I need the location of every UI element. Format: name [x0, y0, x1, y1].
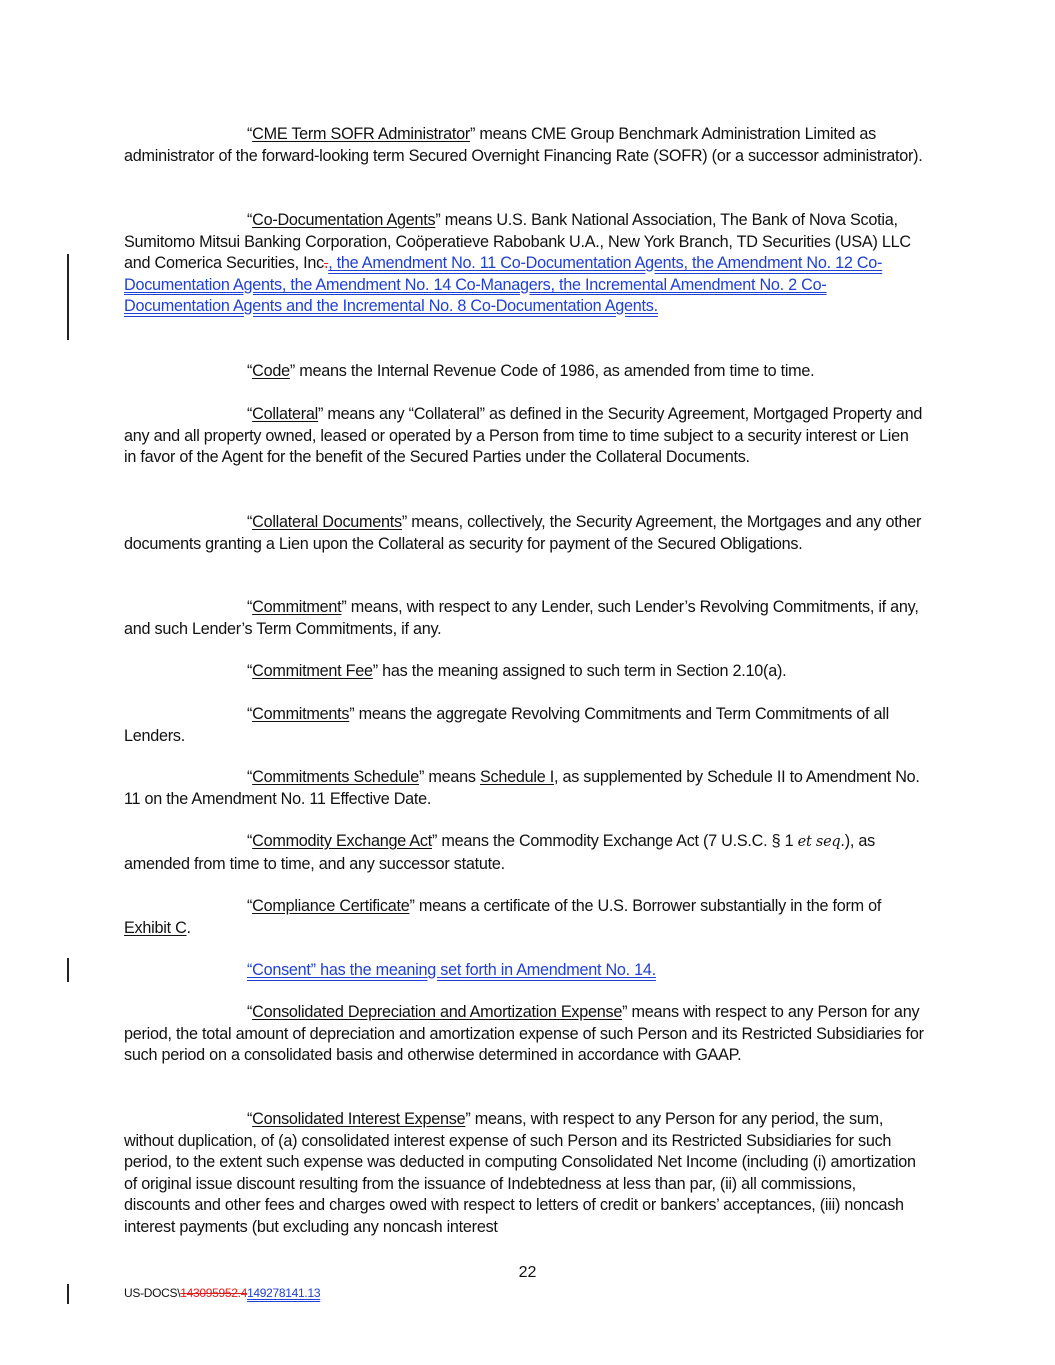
definition-cme-term-sofr-administrator: “CME Term SOFR Administrator” means CME Group Benchmark Administration Limited as administrator of the forward-looking term Secured Overnight Financing Rate (SOFR) (or a successor administrator). [124, 125, 923, 165]
defined-term: Compliance Certificate [252, 897, 410, 915]
definition-text: means the aggregate Revolving Commitments and Term Commitments of all Lenders. [124, 705, 889, 745]
definition-code: “Code” means the Internal Revenue Code of 1986, as amended from time to time. [247, 362, 815, 380]
footer-prefix: US-DOCS\ [124, 1286, 181, 1300]
deleted-doc-number: 143095952.4 [180, 1286, 248, 1300]
definition-collateral-documents: “Collateral Documents” means, collectively, the Security Agreement, the Mortgages and any other documents granting a Lien upon the Collateral as security for payment of the Secured Obligations. [124, 513, 922, 553]
inserted-text: “Consent” has the meaning set forth in Amendment No. 14. [247, 961, 656, 979]
definition-commodity-exchange-act: “Commodity Exchange Act” means the Commodity Exchange Act (7 U.S.C. § 1 et seq.), as amended from time to time, and any successor statute. [124, 832, 876, 873]
defined-term: Commitment Fee [252, 662, 373, 680]
inserted-doc-number: 149278141.13 [247, 1286, 321, 1300]
change-bar [67, 254, 69, 340]
defined-term: CME Term SOFR Administrator [252, 125, 470, 143]
definition-text: means, collectively, the Security Agreement, the Mortgages and any other documents granting a Lien upon the Collateral as security for payment of the Secured Obligations. [124, 513, 922, 553]
page-number: 22 [518, 1264, 537, 1281]
defined-term: Code [252, 362, 290, 380]
defined-term: Commodity Exchange Act [252, 832, 432, 850]
definition-text: has the meaning assigned to such term in Section 2.10(a). [382, 662, 787, 680]
defined-term: Consolidated Interest Expense [252, 1110, 466, 1128]
defined-term: Collateral [252, 405, 319, 423]
definition-text: means, with respect to any Lender, such Lender’s Revolving Commitments, if any, and such Lender’s Term Commitments, if any. [124, 598, 919, 638]
definition-commitment-fee: “Commitment Fee” has the meaning assigned to such term in Section 2.10(a). [247, 662, 787, 680]
definition-text: , as supplemented by Schedule II to Amendment No. 11 on the Amendment No. 11 Effective Date. [124, 768, 920, 808]
defined-term: Collateral Documents [252, 513, 402, 531]
defined-term: Commitment [252, 598, 342, 616]
definition-text: means with respect to any Person for any period, the total amount of depreciation and amortization expense of such Person and its Restricted Subsidiaries for such period on a consolidated basis and otherwise determined in accordance with GAAP. [124, 1003, 924, 1065]
definition-text: means the Commodity Exchange Act (7 U.S.C. § 1 [437, 832, 798, 850]
change-bar [67, 1284, 69, 1304]
definition-commitments: “Commitments” means the aggregate Revolving Commitments and Term Commitments of all Lenders. [124, 705, 889, 745]
definition-co-documentation-agents: “Co-Documentation Agents” means U.S. Bank National Association, The Bank of Nova Scotia, Sumitomo Mitsui Banking Corporation, Coöperatieve Rabobank U.A., New York Branch, TD Securities (USA) LLC and Comerica Securities, Inc., the Amendment No. 11 Co-Documentation Agents, the Amendment No. 12 Co-Documentation Agents, the Amendment No. 14 Co-Managers, the Incremental Amendment No. 2 Co-Documentation Agents and the Incremental No. 8 Co-Documentation Agents. [124, 211, 911, 316]
inserted-text: , the Amendment No. 11 Co-Documentation Agents, the Amendment No. 12 Co-Documentation Agents, the Amendment No. 14 Co-Managers, the Incremental Amendment No. 2 Co-Documentation Agents and the Incremental No. 8 Co-Documentation Agents. [124, 254, 883, 316]
definition-commitment: “Commitment” means, with respect to any Lender, such Lender’s Revolving Commitments, if any, and such Lender’s Term Commitments, if any. [124, 598, 919, 638]
defined-term: Commitments Schedule [252, 768, 419, 786]
definition-text: means a certificate of the U.S. Borrower substantially in the form of [414, 897, 882, 915]
defined-term: Co-Documentation Agents [252, 211, 436, 229]
definition-consolidated-depreciation-and-amortization-expense: “Consolidated Depreciation and Amortization Expense” means with respect to any Person for any period, the total amount of depreciation and amortization expense of such Person and its Restricted Subsidiaries for such period on a consolidated basis and otherwise determined in accordance with GAAP. [124, 1003, 924, 1065]
definition-text: means any “Collateral” as defined in the Security Agreement, Mortgaged Property and any and all property owned, leased or operated by a Person from time to time subject to a security interest or Lien in favor of the Agent for the benefit of the Secured Parties under the Collateral Documents. [124, 405, 923, 467]
exhibit-reference: Exhibit C [124, 918, 187, 937]
definition-text: means [424, 768, 480, 786]
italic-text: et seq. [797, 834, 845, 850]
definition-text: means U.S. Bank National Association, The Bank of Nova Scotia, Sumitomo Mitsui Banking Corporation, Coöperatieve Rabobank U.A., New York Branch, TD Securities (USA) LLC and Comerica Securities, Inc [124, 211, 911, 273]
defined-term: Commitments [252, 705, 350, 723]
defined-term: Consolidated Depreciation and Amortization Expense [252, 1003, 623, 1021]
definition-text: means the Internal Revenue Code of 1986, as amended from time to time. [299, 362, 815, 380]
definition-consolidated-interest-expense: “Consolidated Interest Expense” means, with respect to any Person for any period, the sum, without duplication, of (a) consolidated interest expense of such Person and its Restricted Subsidiaries for such period, to the extent such expense was deducted in computing Consolidated Net Income (including (i) amortization of original issue discount resulting from the issuance of Indebtedness at less than par, (ii) all commissions, discounts and other fees and charges owed with respect to letters of credit or bankers’ acceptances, (iii) noncash interest payments (but excluding any noncash interest [124, 1110, 916, 1236]
definition-commitments-schedule: “Commitments Schedule” means Schedule I, as supplemented by Schedule II to Amendment No. 11 on the Amendment No. 11 Effective Date. [124, 768, 920, 808]
definition-text: means, with respect to any Person for any period, the sum, without duplication, of (a) consolidated interest expense of such Person and its Restricted Subsidiaries for such period, to the extent such expense was deducted in computing Consolidated Net Income (including (i) amortization of original issue discount resulting from the issuance of Indebtedness at less than par, (ii) all commissions, discounts and other fees and charges owed with respect to letters of credit or bankers’ acceptances, (iii) noncash interest payments (but excluding any noncash interest [124, 1110, 916, 1236]
definition-text: means CME Group Benchmark Administration Limited as administrator of the forward-looking term Secured Overnight Financing Rate (SOFR) (or a successor administrator). [124, 125, 923, 165]
deleted-text: . [323, 254, 329, 273]
definition-compliance-certificate: “Compliance Certificate” means a certificate of the U.S. Borrower substantially in the form of Exhibit C. [124, 897, 882, 937]
definition-consent [124, 960, 924, 982]
definition-text: ), as amended from time to time, and any successor statute. [124, 832, 876, 873]
definition-collateral: “Collateral” means any “Collateral” as defined in the Security Agreement, Mortgaged Property and any and all property owned, leased or operated by a Person from time to time subject to a security interest or Lien in favor of the Agent for the benefit of the Secured Parties under the Collateral Documents. [124, 405, 923, 467]
schedule-reference: Schedule I [479, 768, 554, 786]
document-footer [124, 1286, 320, 1300]
definition-text: . [186, 918, 191, 937]
change-bar [67, 958, 69, 982]
